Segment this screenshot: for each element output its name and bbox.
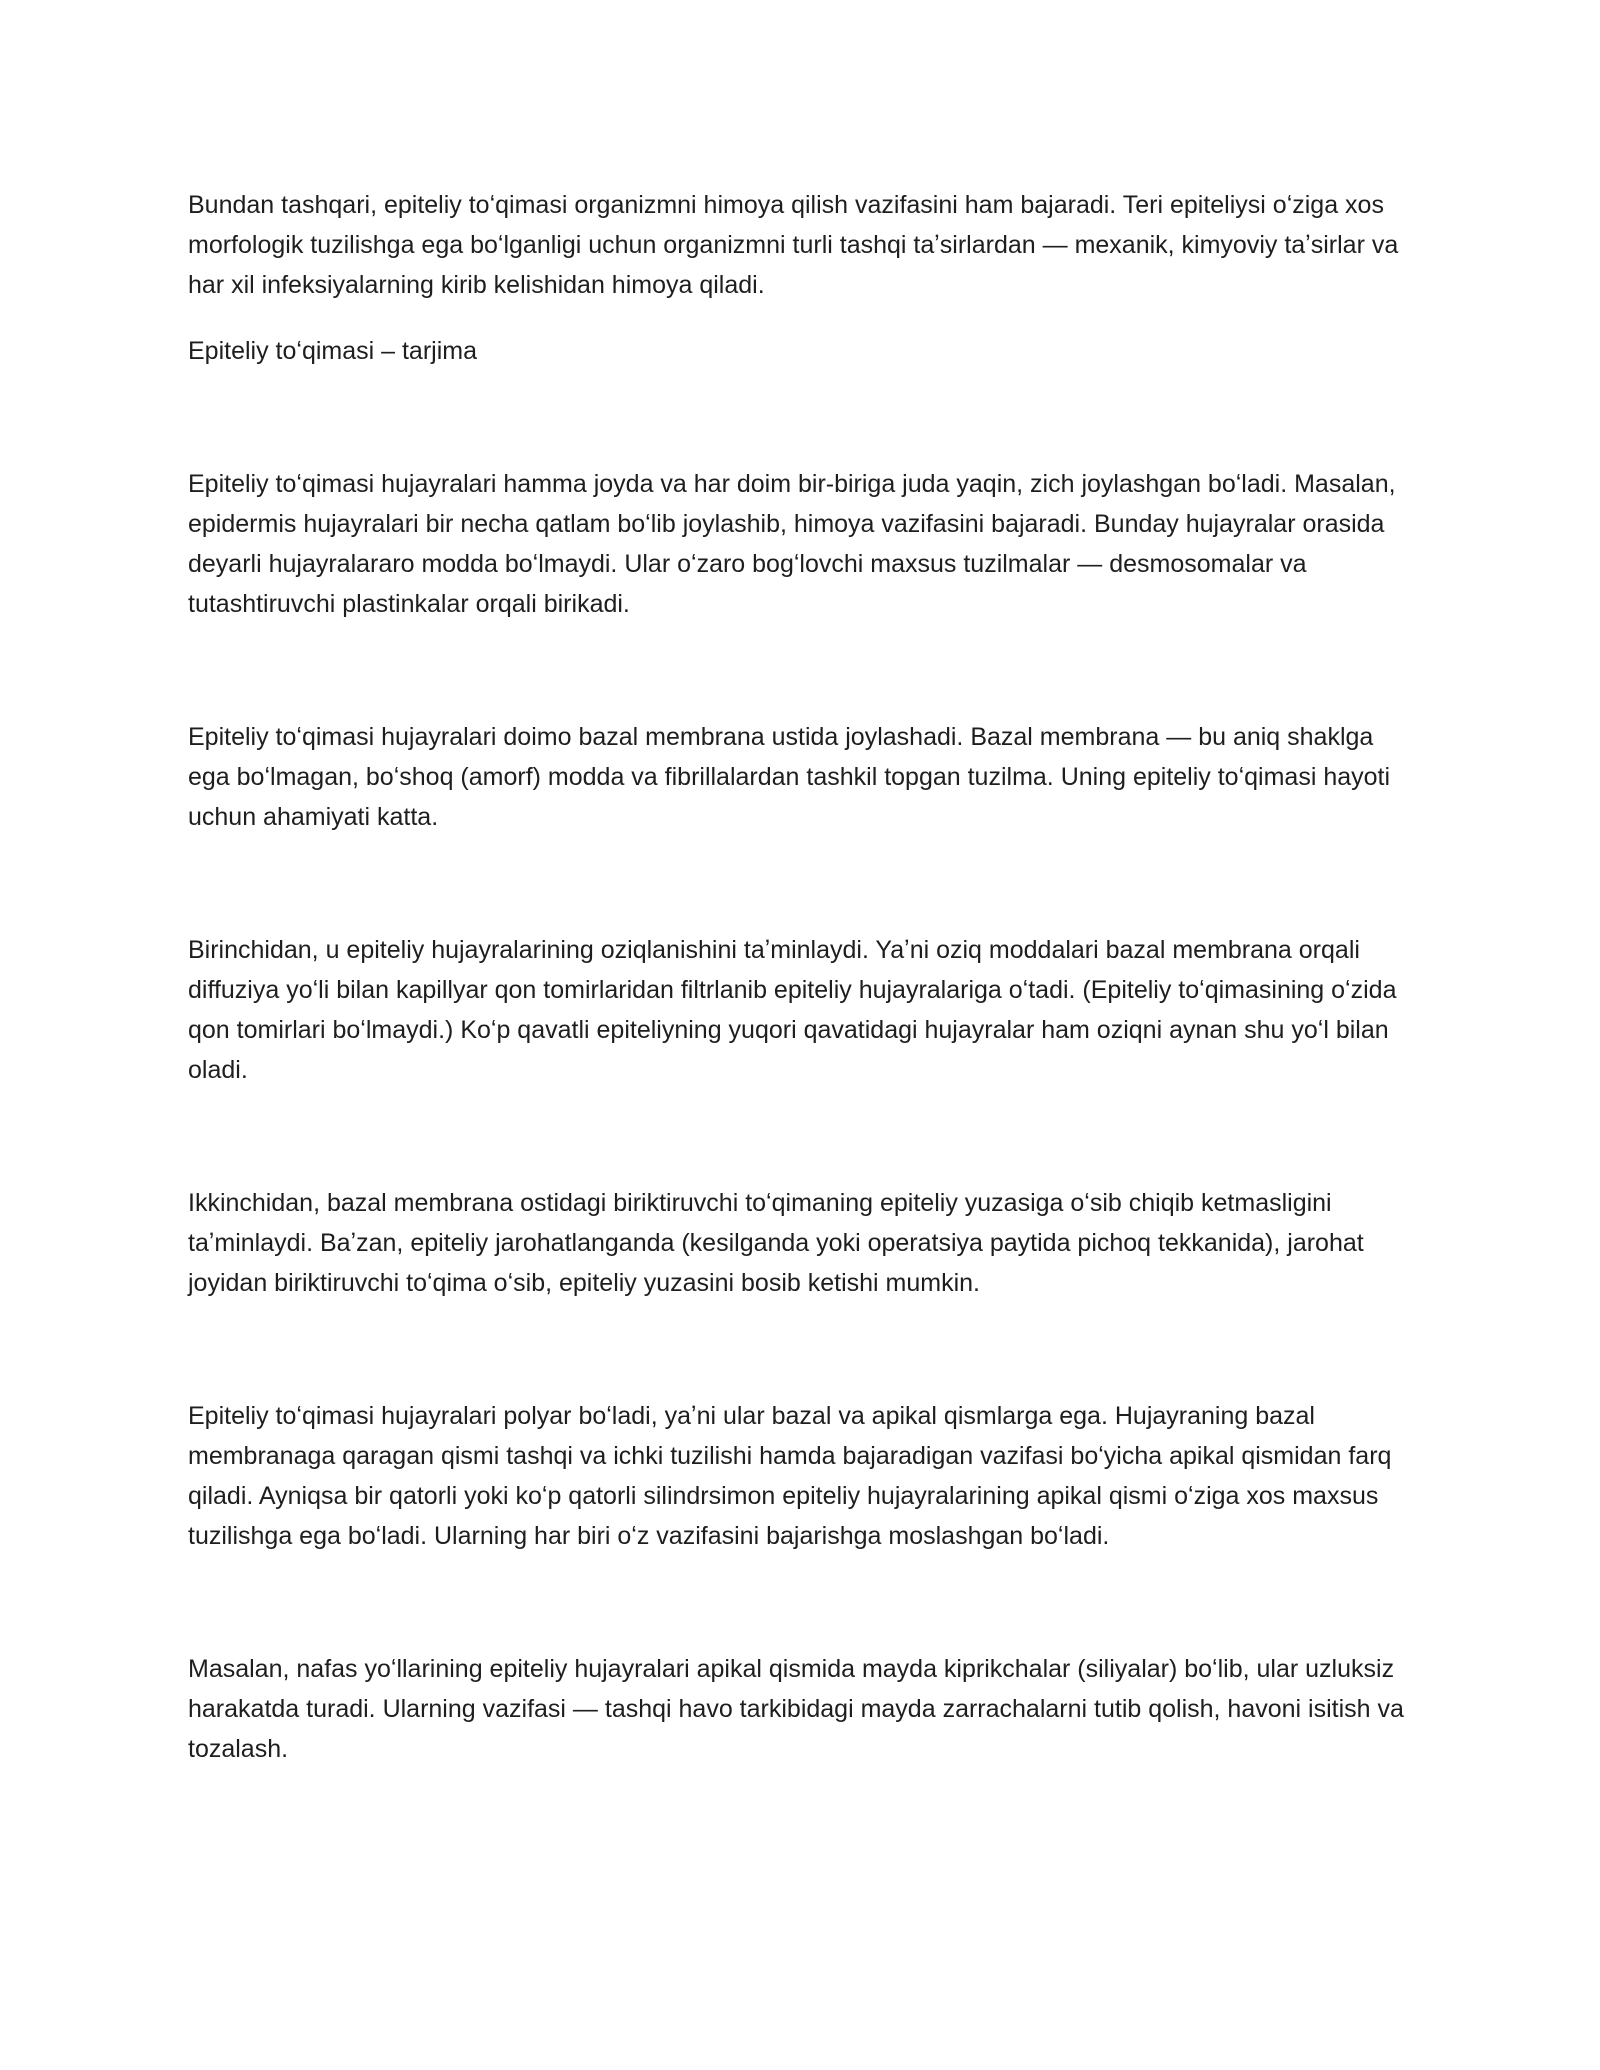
- paragraph-cell-arrangement: Epiteliy toʻqimasi hujayralari hamma joyda va har doim bir-biriga juda yaqin, zich joylashgan boʻladi. Masalan, epidermis hujayralari bir necha qatlam boʻlib joylashib, himoya vazifasini bajaradi. Bunday hujayralar orasida deyarli hujayralararo modda boʻlmaydi. Ular oʻzaro bogʻlovchi maxsus tuzilmalar — desmosomalar va tutashtiruvchi plastinkalar orqali birikadi.: [188, 470, 1396, 618]
- paragraph-protective-function: Bundan tashqari, epiteliy toʻqimasi organizmni himoya qilish vazifasini ham bajaradi. Teri epiteliysi oʻziga xos morfologik tuzilishga ega boʻlganligi uchun organizmni turli tashqi taʼsirlardan — mexanik, kimyoviy taʼsirlar va har xil infeksiyalarning kirib kelishidan himoya qiladi.: [188, 191, 1399, 299]
- paragraph-connective-tissue: Ikkinchidan, bazal membrana ostidagi biriktiruvchi toʻqimaning epiteliy yuzasiga oʻsib chiqib ketmasligini taʼminlaydi. Baʼzan, epiteliy jarohatlanganda (kesilganda yoki operatsiya paytida pichoq tekkanida), jarohat joyidan biriktiruvchi toʻqima oʻsib, epiteliy yuzasini bosib ketishi mumkin.: [188, 1189, 1364, 1297]
- paragraph-basal-membrane: Epiteliy toʻqimasi hujayralari doimo bazal membrana ustida joylashadi. Bazal membrana — bu aniq shaklga ega boʻlmagan, boʻshoq (amorf) modda va fibrillalardan tashkil topgan tuzilma. Uning epiteliy toʻqimasi hayoti uchun ahamiyati katta.: [188, 723, 1391, 831]
- paragraph-respiratory-cilia: Masalan, nafas yoʻllarining epiteliy hujayralari apikal qismida mayda kiprikchalar (siliyalar) boʻlib, ular uzluksiz harakatda turadi. Ularning vazifasi — tashqi havo tarkibidagi mayda zarrachalarni tutib qolish, havoni isitish va tozalash.: [188, 1655, 1404, 1763]
- paragraph-translation-heading: Epiteliy toʻqimasi – tarjima: [188, 337, 477, 365]
- document-body: [188, 185, 1420, 1769]
- paragraph-polarity: Epiteliy toʻqimasi hujayralari polyar boʻladi, yaʼni ular bazal va apikal qismlarga ega. Hujayraning bazal membranaga qaragan qismi tashqi va ichki tuzilishi hamda bajaradigan vazifasi boʻyicha apikal qismidan farq qiladi. Ayniqsa bir qatorli yoki koʻp qatorli silindrsimon epiteliy hujayralarining apikal qismi oʻziga xos maxsus tuzilishga ega boʻladi. Ularning har biri oʻz vazifasini bajarishga moslashgan boʻladi.: [188, 1402, 1392, 1550]
- paragraph-nutrition: Birinchidan, u epiteliy hujayralarining oziqlanishini taʼminlaydi. Yaʼni oziq moddalari bazal membrana orqali diffuziya yoʻli bilan kapillyar qon tomirlaridan filtrlanib epiteliy hujayralariga oʻtadi. (Epiteliy toʻqimasining oʻzida qon tomirlari boʻlmaydi.) Koʻp qavatli epiteliyning yuqori qavatidagi hujayralar ham oziqni aynan shu yoʻl bilan oladi.: [188, 936, 1397, 1084]
